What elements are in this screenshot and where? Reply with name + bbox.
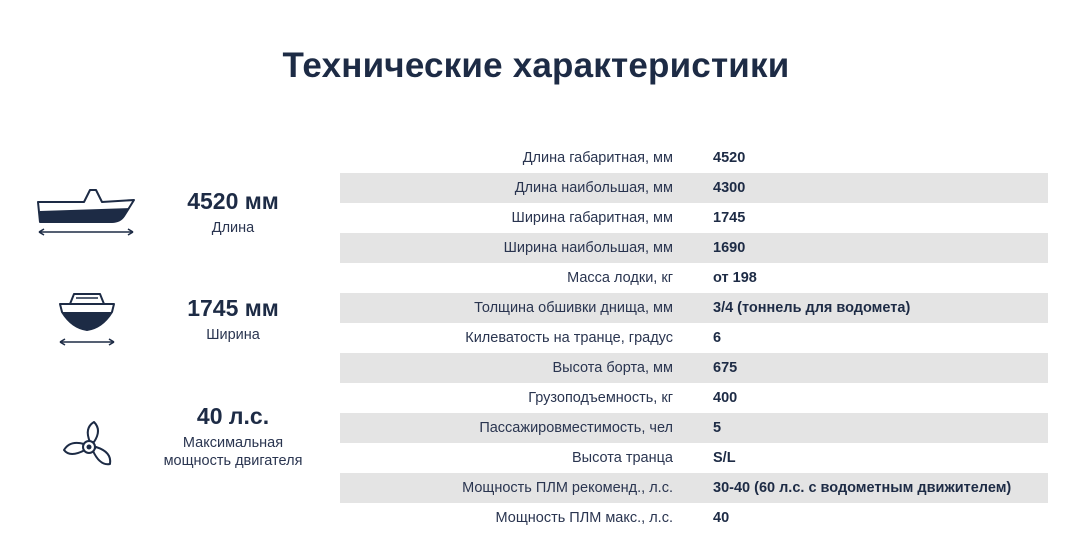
table-row [340, 293, 1048, 323]
spec-value: S/L [713, 450, 736, 466]
width-value: 1745 мм [187, 295, 279, 321]
spec-label: Высота транца [572, 450, 673, 466]
length-label: Длина [211, 220, 255, 236]
spec-label: Мощность ПЛМ макс., л.с. [495, 510, 673, 526]
specs-table [340, 143, 1048, 533]
table-row [340, 143, 1048, 173]
spec-label: Мощность ПЛМ рекоменд., л.с. [462, 480, 673, 496]
spec-label: Длина наибольшая, мм [514, 180, 673, 196]
table-row [340, 443, 1048, 473]
spec-value: 6 [713, 330, 722, 346]
table-row [340, 233, 1048, 263]
spec-value: 400 [713, 390, 738, 406]
table-row [340, 173, 1048, 203]
spec-label: Толщина обшивки днища, мм [474, 300, 673, 316]
spec-value: 40 [713, 510, 730, 526]
spec-label: Ширина габаритная, мм [511, 210, 673, 226]
spec-label: Масса лодки, кг [567, 270, 673, 286]
page-title: Технические характеристики [282, 46, 790, 85]
table-row [340, 323, 1048, 353]
boat-front-icon [56, 290, 118, 350]
spec-label: Килеватость на транце, градус [465, 330, 673, 346]
spec-value: 3/4 (тоннель для водомета) [713, 300, 911, 316]
spec-label: Ширина наибольшая, мм [503, 240, 673, 256]
boat-side-icon [34, 184, 138, 240]
spec-value: 1690 [713, 240, 746, 256]
spec-value: 30-40 (60 л.с. с водометным движителем) [713, 480, 1012, 496]
table-row [340, 263, 1048, 293]
spec-label: Грузоподъемность, кг [528, 390, 673, 406]
table-row [340, 473, 1048, 503]
table-row [340, 413, 1048, 443]
width-label: Ширина [206, 327, 260, 343]
spec-value: 675 [713, 360, 738, 376]
table-row [340, 503, 1048, 533]
spec-label: Высота борта, мм [552, 360, 673, 376]
length-value: 4520 мм [187, 188, 279, 214]
table-row [340, 383, 1048, 413]
summary-panel [0, 0, 330, 540]
table-row [340, 203, 1048, 233]
spec-value: 5 [713, 420, 722, 436]
table-row [340, 353, 1048, 383]
spec-value: 4300 [713, 180, 746, 196]
spec-value: 1745 [713, 210, 746, 226]
spec-value: от 198 [713, 270, 757, 286]
propeller-icon [60, 420, 116, 472]
spec-label: Длина габаритная, мм [522, 150, 673, 166]
power-value: 40 л.с. [196, 403, 270, 429]
spec-label: Пассажировместимость, чел [479, 420, 673, 436]
spec-value: 4520 [713, 150, 746, 166]
power-label: Максимальная мощность двигателя [163, 435, 303, 469]
